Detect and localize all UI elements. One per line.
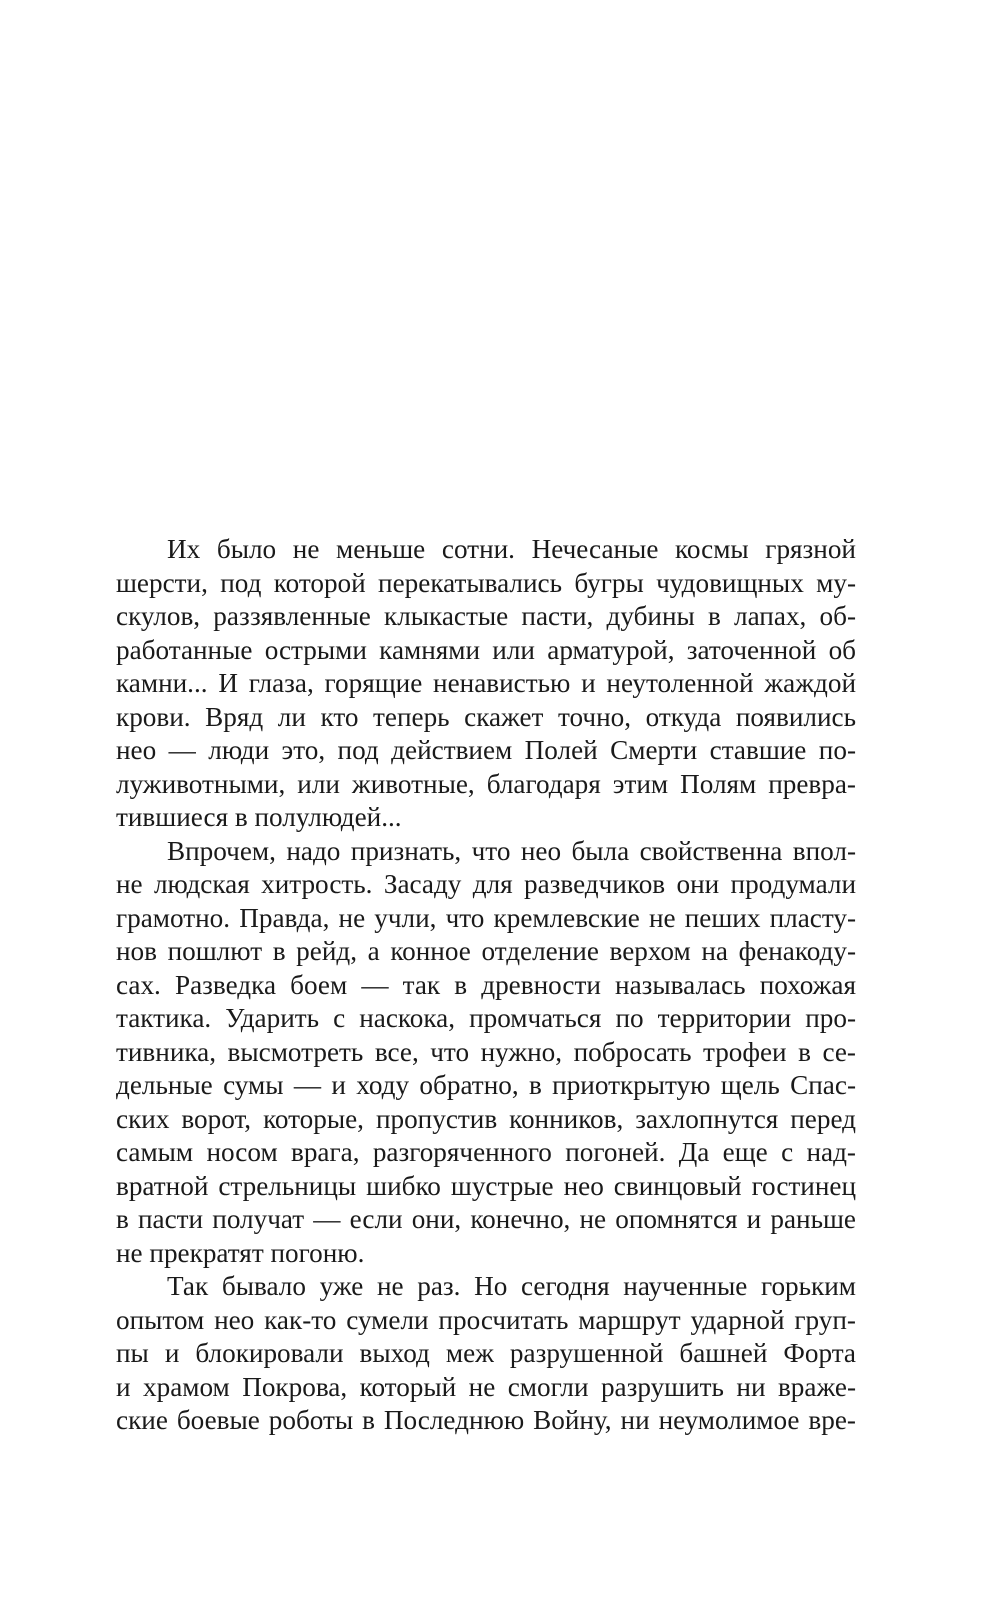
text-line: дельные сумы — и ходу обратно, в приоткрытую щель Спас- (116, 1070, 856, 1100)
text-line: и храмом Покрова, который не смогли разрушить ни враже- (116, 1371, 856, 1402)
text-line: сах. Разведка боем — так в древности называлась похожая (116, 969, 856, 1000)
text-line: опытом нео как-то сумели просчитать маршрут ударной груп- (116, 1304, 856, 1335)
text-line: в пасти получат — если они, конечно, не опомнятся и раньше (116, 1204, 856, 1234)
paragraph-3 (116, 1270, 856, 1438)
text-line: шерсти, под которой перекатывались бугры чудовищных му- (116, 567, 856, 598)
text-line: работанные острыми камнями или арматурой, заточенной об (116, 634, 856, 665)
text-line: луживотными, или животные, благодаря этим Полям преврa- (116, 768, 856, 799)
text-line: камни... И глаза, горящие ненавистью и неутоленной жаждой (116, 668, 856, 698)
text-line: не людская хитрость. Засаду для разведчиков они продумали (116, 869, 856, 899)
text-line: Их было не меньше сотни. Нечесаные космы грязной (167, 534, 856, 564)
text-line: вратной стрельницы шибко шустрые нео свинцовый гостинец (116, 1170, 856, 1201)
text-line: ских ворот, которые, пропустив конников, захлопнутся перед (116, 1103, 856, 1134)
text-line: Так бывало уже не раз. Но сегодня наученные горьким (167, 1271, 856, 1301)
text-line: грамотно. Правда, не учли, что кремлевские не пеших пласту- (116, 902, 856, 933)
text-line: скулов, раззявленные клыкастые пасти, дубины в лапах, об- (116, 601, 856, 631)
text-line: тактика. Ударить с наскока, промчаться по территории про- (116, 1003, 856, 1033)
text-line: самым носом врага, разгоряченного погоней. Да еще с над- (116, 1137, 856, 1167)
text-line: пы и блокировали выход меж разрушенной башней Форта (116, 1338, 856, 1368)
paragraph-2 (116, 835, 856, 1271)
text-line: тившиеся в полулюдей... (116, 802, 402, 832)
text-line: Впрочем, надо признать, что нео была свойственна впол- (167, 835, 856, 866)
text-line: тивника, высмотреть все, что нужно, побросать трофеи в се- (116, 1036, 856, 1067)
paragraph-1 (116, 533, 856, 835)
text-line: ские боевые роботы в Последнюю Войну, ни неумолимое вре- (116, 1405, 856, 1435)
text-line: не прекратят погоню. (116, 1237, 365, 1268)
text-line: крови. Вряд ли кто теперь скажет точно, откуда появились (116, 701, 856, 732)
text-line: нов пошлют в рейд, а конное отделение верхом на фенакоду- (116, 936, 856, 966)
body-text (116, 533, 856, 1438)
text-line: нео — люди это, под действием Полей Смерти ставшие по- (116, 735, 856, 765)
